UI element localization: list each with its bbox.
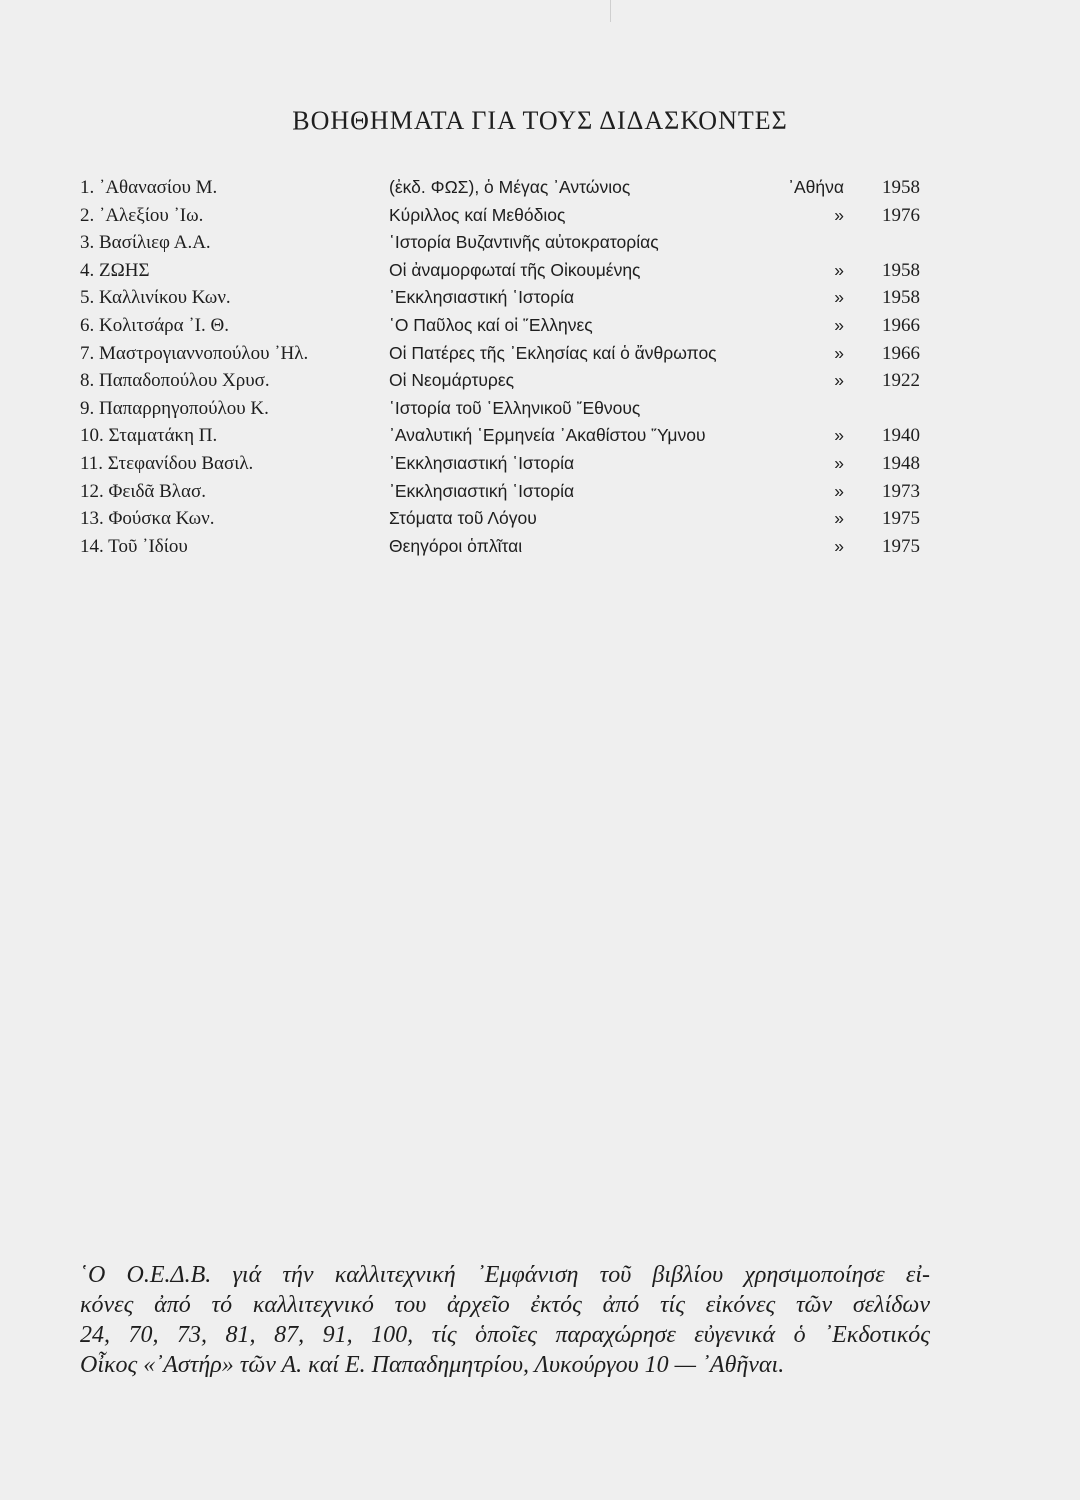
entry-author: 11. Στεφανίδου Βασιλ. (80, 452, 254, 474)
entry-title: Οἱ ἀναμορφωταί τῆς Οἰκουμένης (389, 259, 641, 280)
entry-author: 2. ᾿Αλεξίου ᾿Ιω. (80, 204, 204, 226)
entry-year: 1976 (882, 204, 920, 226)
entry-year: 1966 (882, 314, 920, 336)
entry-place: » (834, 480, 844, 501)
entry-year: 1958 (882, 287, 920, 309)
publisher-footer-note (80, 1260, 930, 1380)
entry-author: 1. ᾿Αθανασίου Μ. (80, 177, 218, 198)
entry-title: ᾿Αναλυτική ῾Ερμηνεία ᾿Ακαθίστου ῞Υμνου (389, 425, 706, 446)
entry-author: 7. Μαστρογιαννοπούλου ᾿Ηλ. (80, 342, 309, 364)
entry-place: » (834, 370, 844, 391)
entry-place: » (834, 342, 844, 363)
entry-author: 13. Φούσκα Κων. (80, 508, 215, 530)
entry-title: Θεηγόροι ὁπλῖται (389, 535, 523, 556)
entry-title: Οἱ Πατέρες τῆς ᾿Εκλησίας καί ὁ ἄνθρωπος (389, 342, 717, 363)
bibliography-entry (80, 174, 940, 202)
entry-place: » (834, 425, 844, 446)
entry-place: » (834, 508, 844, 529)
entry-year: 1958 (882, 259, 920, 281)
entry-author: 5. Καλλινίκου Κων. (80, 287, 231, 309)
bibliography-list (80, 174, 940, 560)
entry-author: 4. ΖΩΗΣ (80, 259, 150, 281)
bibliography-entry (80, 229, 940, 257)
footer-line: 24, 70, 73, 81, 87, 91, 100, τίς ὁποῖες παραχώρησε εὐγενικά ὁ ᾿Εκδοτικός (80, 1322, 930, 1348)
entry-year: 1922 (882, 370, 920, 392)
entry-place: » (834, 204, 844, 225)
entry-title: Κύριλλος καί Μεθόδιος (389, 204, 566, 225)
bibliography-entry (80, 478, 940, 506)
bibliography-entry (80, 395, 940, 423)
entry-title: Στόματα τοῦ Λόγου (389, 508, 537, 529)
entry-author: 12. Φειδᾶ Βλασ. (80, 480, 206, 502)
entry-author: 14. Τοῦ ᾿Ιδίου (80, 535, 188, 557)
entry-year: 1966 (882, 342, 920, 364)
bibliography-entry (80, 340, 940, 368)
entry-year: 1948 (882, 452, 920, 474)
entry-year: 1940 (882, 425, 920, 447)
entry-place: » (834, 259, 844, 280)
bibliography-entry (80, 505, 940, 533)
footer-line: ῾Ο Ο.Ε.Δ.Β. γιά τήν καλλιτεχνική ᾿Εμφάνιση τοῦ βιβλίου χρησιμοποίησε εἰ- (80, 1262, 930, 1288)
footer-line: κόνες ἀπό τό καλλιτεχνικό του ἀρχεῖο ἐκτός ἀπό τίς εἰκόνες τῶν σελίδων (80, 1292, 930, 1318)
entry-title: (ἐκδ. ΦΩΣ), ὁ Μέγας ᾿Αντώνιος (389, 177, 631, 197)
bibliography-entry (80, 367, 940, 395)
entry-year: 1975 (882, 508, 920, 530)
entry-title: Οἱ Νεομάρτυρες (389, 370, 515, 391)
page-fold-mark (610, 0, 611, 22)
entry-place: » (834, 314, 844, 335)
bibliography-entry (80, 284, 940, 312)
footer-line: Οἶκος «᾿Αστήρ» τῶν Α. καί Ε. Παπαδημητρίου, Λυκούργου 10 — ᾿Αθῆναι. (80, 1352, 785, 1378)
entry-title: ᾿Εκκλησιαστική ῾Ιστορία (389, 452, 575, 473)
entry-place: » (834, 287, 844, 308)
entry-year: 1975 (882, 535, 920, 557)
entry-place: » (834, 535, 844, 556)
bibliography-entry (80, 450, 940, 478)
entry-author: 8. Παπαδοπούλου Χρυσ. (80, 370, 270, 392)
entry-author: 9. Παπαρρηγοπούλου Κ. (80, 397, 269, 419)
entry-title: ῾Ιστορία Βυζαντινῆς αὐτοκρατορίας (389, 232, 659, 253)
entry-title: ᾿Εκκλησιαστική ῾Ιστορία (389, 287, 575, 308)
entry-place: » (834, 452, 844, 473)
entry-author: 10. Σταματάκη Π. (80, 425, 218, 447)
entry-place: ᾿Αθήνα (788, 177, 844, 197)
entry-title: ῾Ο Παῦλος καί οἱ ῞Ελληνες (389, 314, 593, 335)
bibliography-entry (80, 422, 940, 450)
entry-year: 1973 (882, 480, 920, 502)
entry-title: ῾Ιστορία τοῦ ῾Ελληνικοῦ ῎Εθνους (389, 397, 641, 418)
bibliography-entry (80, 312, 940, 340)
entry-title: ᾿Εκκλησιαστική ῾Ιστορία (389, 480, 575, 501)
entry-year: 1958 (882, 177, 920, 198)
entry-author: 6. Κολιτσάρα ᾿Ι. Θ. (80, 314, 229, 336)
bibliography-entry (80, 533, 940, 561)
bibliography-entry (80, 202, 940, 230)
page-title: ΒΟΗΘΗΜΑΤΑ ΓΙΑ ΤΟΥΣ ΔΙΔΑΣΚΟΝΤΕΣ (292, 106, 788, 135)
entry-author: 3. Βασίλιεφ Α.Α. (80, 232, 211, 254)
bibliography-entry (80, 257, 940, 285)
